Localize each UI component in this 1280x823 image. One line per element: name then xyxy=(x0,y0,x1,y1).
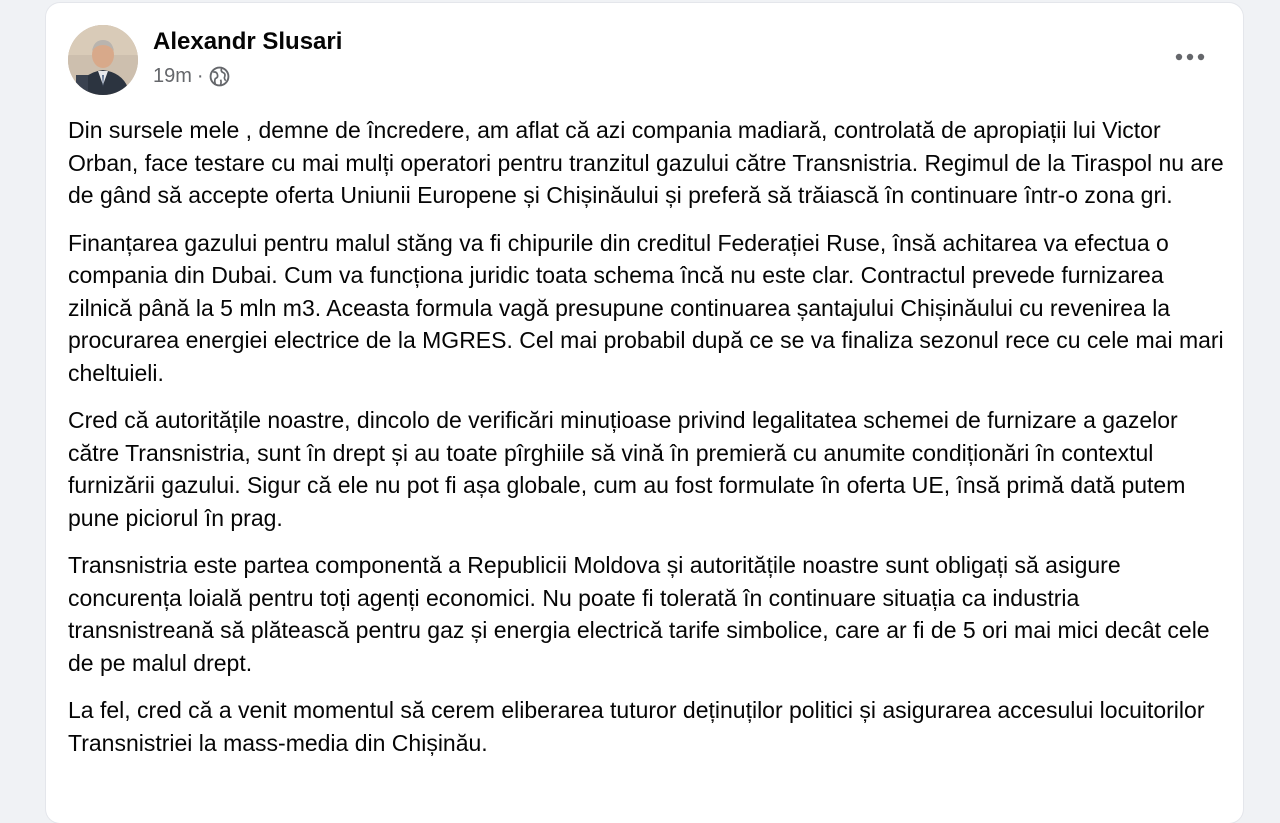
meta-separator: · xyxy=(196,64,204,87)
post-card xyxy=(46,3,1243,823)
avatar[interactable] xyxy=(68,25,138,95)
more-options-button[interactable] xyxy=(1166,39,1214,75)
author-name[interactable]: Alexandr Slusari xyxy=(153,28,343,55)
globe-icon[interactable] xyxy=(209,66,230,87)
post-paragraph: Cred că autoritățile noastre, dincolo de verificări minuțioase privind legalitatea schemei de furnizare a gazelor către Transnistria, sunt în drept și au toate pîrghiile să vină în premieră cu anumite condiționări în contextul furnizării gazului. Sigur că ele nu pot fi așa globale, cum au fost formulate în oferta UE, însă primă dată putem pune piciorul în prag. xyxy=(68,407,1186,531)
post-paragraph: La fel, cred că a venit momentul să cerem eliberarea tuturor deținuților politici și asigurarea accesului locuitorilor Transnistriei la mass-media din Chișinău. xyxy=(68,697,1205,756)
post-timestamp[interactable]: 19m xyxy=(153,64,192,87)
post-paragraph: Din sursele mele , demne de încredere, am aflat că azi compania madiară, controlată de apropiații lui Victor Orban, face testare cu mai mulți operatori pentru tranzitul gazului către Transnistria. Regimul de la Tiraspol nu are de gând să accepte oferta Uniunii Europene și Chișinăului și preferă să trăiască în continuare într-o zona gri. xyxy=(68,117,1224,208)
post-body xyxy=(68,114,1228,774)
ellipsis-icon xyxy=(1175,53,1205,61)
post-paragraph: Transnistria este partea componentă a Republicii Moldova și autoritățile noastre sunt obligați să asigure concurența loială pentru toți agenți economici. Nu poate fi tolerată în continuare situația ca industria transnistreană să plătească pentru gaz și energia electrică tarife simbolice, care ar fi de 5 ori mai mici decât cele de pe malul drept. xyxy=(68,552,1210,676)
post-meta xyxy=(153,63,230,89)
post-paragraph: Finanțarea gazului pentru malul stăng va fi chipurile din creditul Federației Ruse, însă achitarea va efectua o compania din Dubai. Cum va funcționa juridic toata schema încă nu este clar. Contractul prevede furnizarea zilnică până la 5 mln m3. Aceasta formula vagă presupune continuarea șantajului Chișinăului cu revenirea la procurarea energiei electrice de la MGRES. Cel mai probabil după ce se va finaliza sezonul rece cu cele mai mari cheltuieli. xyxy=(68,229,1224,386)
